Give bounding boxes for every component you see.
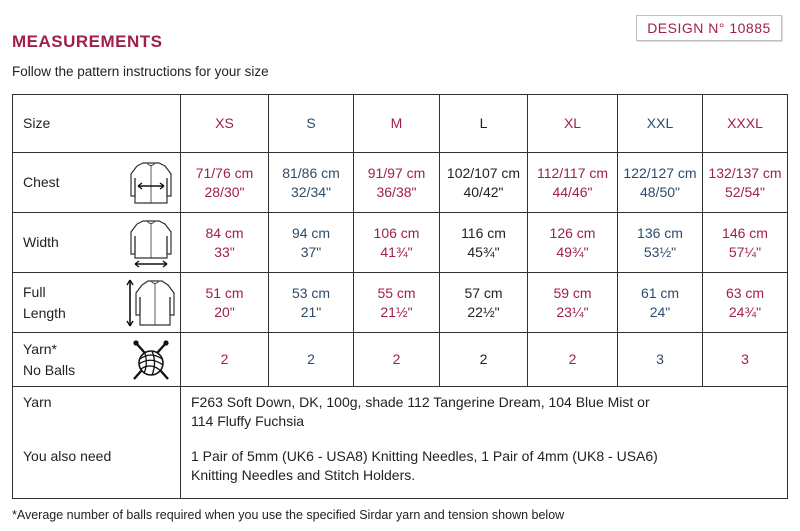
width-xxxl: 146 cm 57¼" xyxy=(703,213,788,273)
width-xs: 84 cm 33" xyxy=(181,213,269,273)
width-s: 94 cm 37" xyxy=(269,213,354,273)
yarn-balls-xxl: 3 xyxy=(618,333,703,387)
chest-m: 91/97 cm 36/38" xyxy=(354,153,440,213)
width-diagram-icon xyxy=(123,213,181,273)
yarn-balls-label: Yarn* No Balls xyxy=(13,333,123,387)
yarn-ball-icon xyxy=(123,333,181,387)
size-xs: XS xyxy=(181,95,269,153)
yarn-info-line-2: 114 Fluffy Fuchsia xyxy=(191,413,305,429)
length-l: 57 cm 22½" xyxy=(440,273,528,333)
width-xxl: 136 cm 53½" xyxy=(618,213,703,273)
yarn-info-line-1: F263 Soft Down, DK, 100g, shade 112 Tangerine Dream, 104 Blue Mist or xyxy=(191,394,650,410)
length-row xyxy=(13,273,788,333)
info-labels xyxy=(13,387,181,499)
chest-xs: 71/76 cm 28/30" xyxy=(181,153,269,213)
length-xl: 59 cm 23¼" xyxy=(528,273,618,333)
size-xl: XL xyxy=(528,95,618,153)
measurements-table xyxy=(12,94,788,499)
yarn-balls-m: 2 xyxy=(354,333,440,387)
width-l: 116 cm 45¾" xyxy=(440,213,528,273)
length-xxxl: 63 cm 24¾" xyxy=(703,273,788,333)
chest-label: Chest xyxy=(13,153,123,213)
info-row xyxy=(13,387,788,499)
yarn-balls-s: 2 xyxy=(269,333,354,387)
chest-l: 102/107 cm 40/42" xyxy=(440,153,528,213)
size-xxxl: XXXL xyxy=(703,95,788,153)
yarn-balls-xxxl: 3 xyxy=(703,333,788,387)
yarn-info-label: Yarn xyxy=(23,394,52,410)
chest-xxxl: 132/137 cm 52/54" xyxy=(703,153,788,213)
chest-xxl: 122/127 cm 48/50" xyxy=(618,153,703,213)
chest-row xyxy=(13,153,788,213)
yarn-balls-row xyxy=(13,333,788,387)
size-s: S xyxy=(269,95,354,153)
length-xs: 51 cm 20" xyxy=(181,273,269,333)
page-subtitle: Follow the pattern instructions for your size xyxy=(12,64,269,79)
footnote: *Average number of balls required when you use the specified Sirdar yarn and tension shown below xyxy=(12,508,565,522)
needs-info-label: You also need xyxy=(23,448,112,464)
width-label: Width xyxy=(13,213,123,273)
needs-info-line-2: Knitting Needles and Stitch Holders. xyxy=(191,467,416,483)
size-icon-cell xyxy=(123,95,181,153)
chest-diagram-icon xyxy=(123,153,181,213)
width-m: 106 cm 41¾" xyxy=(354,213,440,273)
length-xxl: 61 cm 24" xyxy=(618,273,703,333)
page-title: MEASUREMENTS xyxy=(12,32,163,51)
yarn-balls-l: 2 xyxy=(440,333,528,387)
needs-info-line-1: 1 Pair of 5mm (UK6 - USA8) Knitting Needles, 1 Pair of 4mm (UK8 - USA6) xyxy=(191,448,658,464)
length-s: 53 cm 21" xyxy=(269,273,354,333)
size-row xyxy=(13,95,788,153)
length-m: 55 cm 21½" xyxy=(354,273,440,333)
length-label: Full Length xyxy=(13,273,123,333)
size-m: M xyxy=(354,95,440,153)
size-l: L xyxy=(440,95,528,153)
info-details xyxy=(181,387,788,499)
chest-xl: 112/117 cm 44/46" xyxy=(528,153,618,213)
design-number: DESIGN N° 10885 xyxy=(636,15,782,41)
yarn-balls-xl: 2 xyxy=(528,333,618,387)
chest-s: 81/86 cm 32/34" xyxy=(269,153,354,213)
length-diagram-icon xyxy=(123,273,181,333)
width-xl: 126 cm 49¾" xyxy=(528,213,618,273)
size-label: Size xyxy=(13,95,123,153)
width-row xyxy=(13,213,788,273)
size-xxl: XXL xyxy=(618,95,703,153)
yarn-balls-xs: 2 xyxy=(181,333,269,387)
